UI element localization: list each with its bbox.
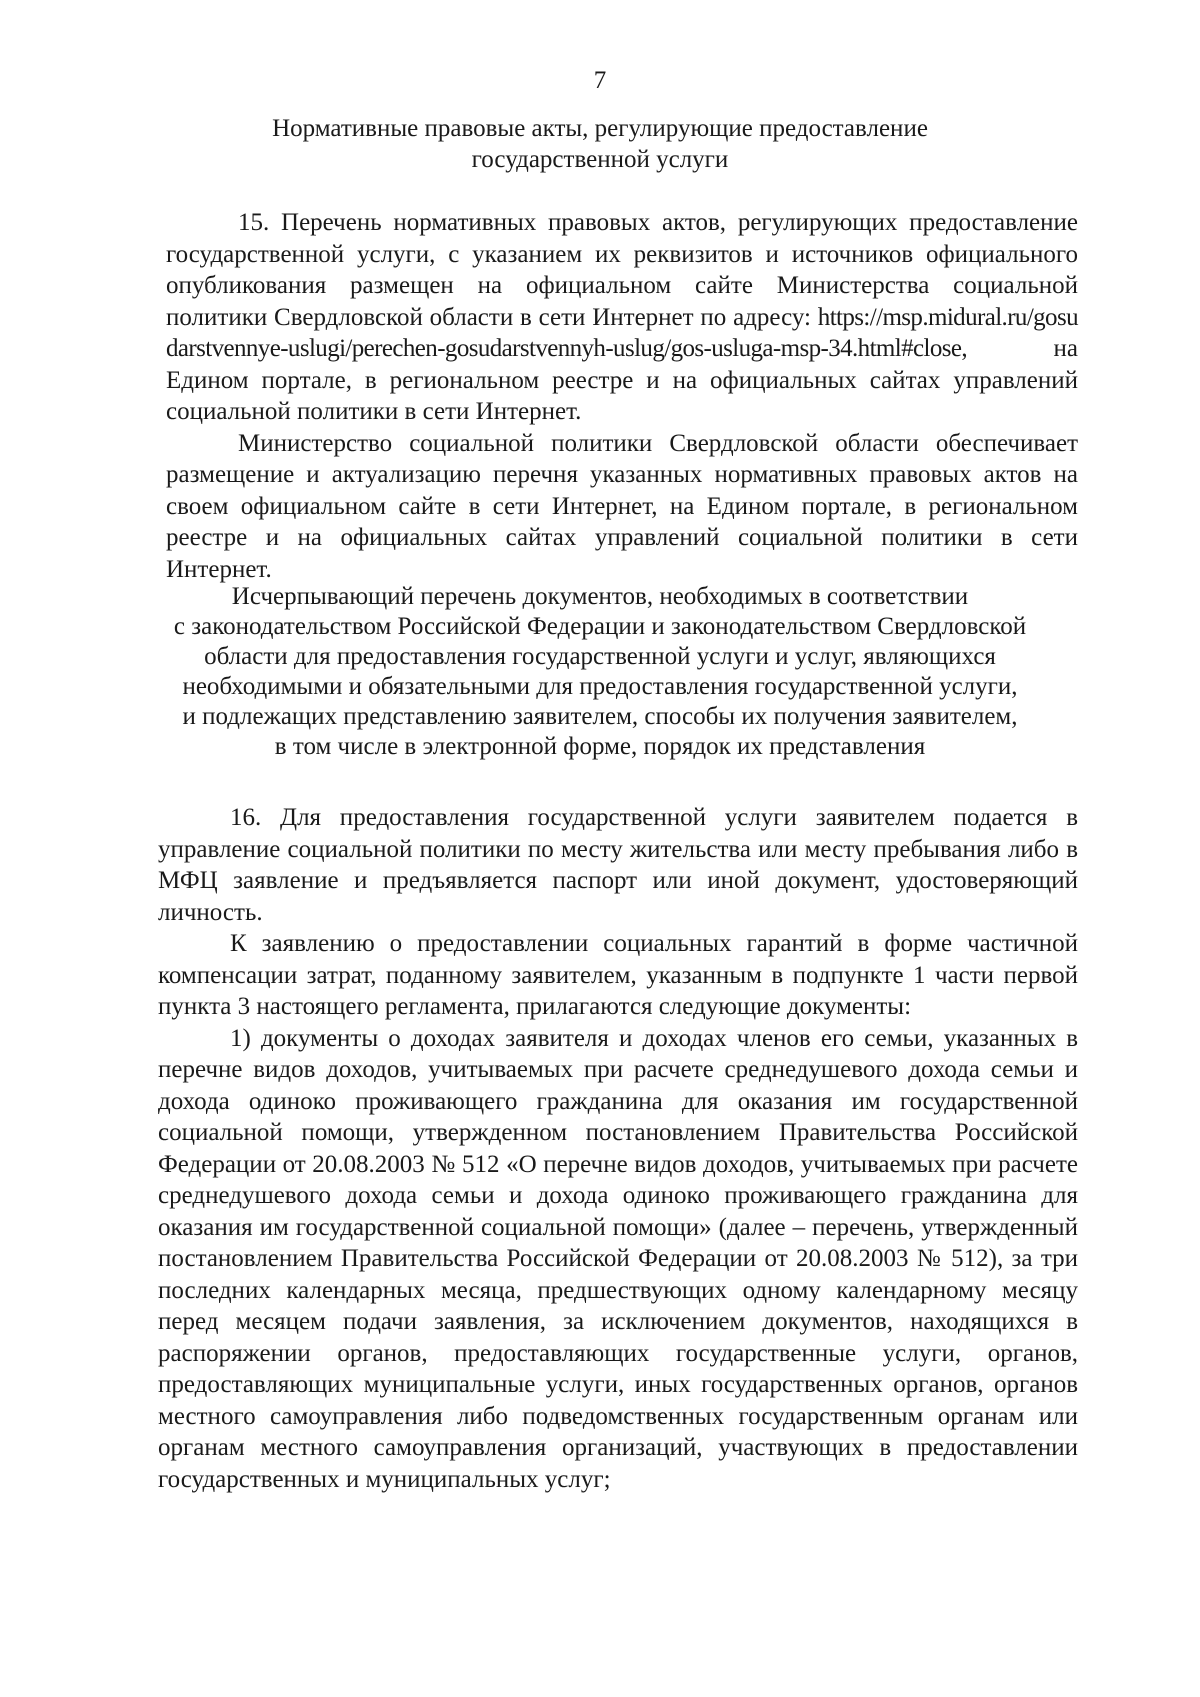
- heading-line: и подлежащих представлению заявителем, способы их получения заявителем,: [182, 703, 1018, 730]
- ministry-url-link[interactable]: https://msp.midural.ru/gosudarstvennye-uslugi/perechen-gosudarstvennyh-uslug/gos-usluga-msp-34.html#close,: [166, 303, 1078, 362]
- section-16: [158, 802, 1078, 1495]
- paragraph-16-2: К заявлению о предоставлении социальных гарантий в форме частичной компенсации затрат, поданному заявителем, указанным в подпункте 1 части первой пункта 3 настоящего регламента, прилагаются следующие документы:: [158, 930, 1078, 1020]
- paragraph-15-1: [166, 207, 1078, 428]
- heading-line: с законодательством Российской Федерации и законодательством Свердловской: [173, 613, 1027, 640]
- heading-line: в том числе в электронной форме, порядок их представления: [274, 733, 926, 760]
- paragraph-16-3: 1) документы о доходах заявителя и доходах членов его семьи, указанных в перечне видов доходов, учитываемых при расчете среднедушевого дохода семьи и дохода одиноко проживающего гражданина для оказания им государственной социальной помощи, утвержденном постановлением Правительства Российской Федерации от 20.08.2003 № 512 «О перечне видов доходов, учитываемых при расчете среднедушевого дохода семьи и дохода одиноко проживающего гражданина для оказания им государственной социальной помощи» (далее – перечень, утвержденный постановлением Правительства Российской Федерации от 20.08.2003 № 512), за три последних календарных месяца, предшествующих одному календарному месяцу перед месяцем подачи заявления, за исключением документов, находящихся в распоряжении органов, предоставляющих государственные услуги, органов, предоставляющих муниципальные услуги, иных государственных органов, органов местного самоуправления либо подведомственных государственным органам или органам местного самоуправления организаций, участвующих в предоставлении государственных и муниципальных услуг;: [158, 1024, 1078, 1493]
- heading-line: необходимыми и обязательными для предоставления государственной услуги,: [182, 673, 1018, 700]
- page-number: 7: [593, 67, 607, 94]
- heading-line: области для предоставления государственной услуги и услуг, являющихся: [204, 643, 996, 670]
- heading-line: Исчерпывающий перечень документов, необходимых в соответствии: [231, 583, 969, 610]
- section-heading-legal-acts: [150, 113, 1050, 175]
- section-15: [166, 207, 1078, 585]
- heading-line: Нормативные правовые акты, регулирующие предоставление: [272, 115, 928, 142]
- section-heading-documents-list: [150, 582, 1050, 762]
- paragraph-text: на Едином портале, в региональном реестре и на официальных сайтах управлений социальной политики в сети Интернет.: [166, 335, 1078, 425]
- paragraph-16-1: 16. Для предоставления государственной услуги заявителем подается в управление социальной политики по месту жительства или месту пребывания либо в МФЦ заявление и предъявляется паспорт или иной документ, удостоверяющий личность.: [158, 804, 1078, 926]
- paragraph-15-2: Министерство социальной политики Свердловской области обеспечивает размещение и актуализацию перечня указанных нормативных правовых актов на своем официальном сайте в сети Интернет, на Едином портале, в региональном реестре и на официальных сайтах управлений социальной политики в сети Интернет.: [166, 429, 1078, 583]
- paragraph-text: 15. Перечень нормативных правовых актов, регулирующих предоставление государственной услуги, с указанием их реквизитов и источников официального опубликования размещен на официальном сайте Министерства социальной политики Свердловской области в сети Интернет по адресу:: [166, 209, 1078, 331]
- heading-line: государственной услуги: [471, 146, 729, 173]
